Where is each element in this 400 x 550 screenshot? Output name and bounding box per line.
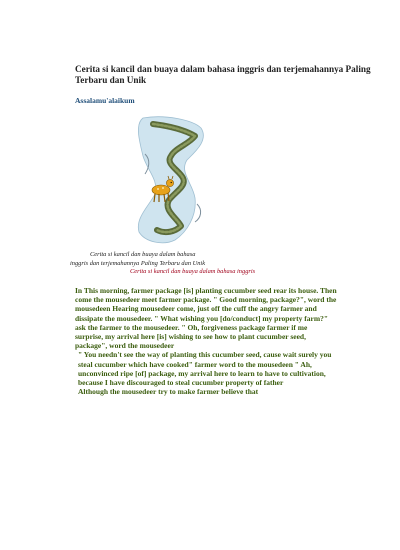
- story-paragraph-3: Although the mousedeer try to make farmer believe that: [78, 387, 259, 397]
- kancil-crocodile-illustration: [135, 114, 215, 246]
- caption-line-1: Cerita si kancil dan buaya dalam bahasa: [90, 251, 196, 258]
- caption-line-2: inggris dan terjemahannya Paling Terbaru dan Unik: [70, 259, 206, 267]
- image-caption: [70, 251, 330, 277]
- greeting-text: Assalamu'alaikum: [75, 96, 135, 105]
- story-body: [75, 286, 337, 396]
- story-paragraph-2: " You needn't see the way of planting this cucumber seed, cause wait surely you steal cucumber which have cooked" farmer word to the mousedeen " Ah, unconvinced ripe [of] package, my arrival here to learn to have to cultivation, because I have discouraged to steal cucumber property of father: [78, 350, 332, 388]
- story-paragraph-1: In This morning, farmer package [is] planting cucumber seed rear its house. Then come the mousedeer meet farmer package. " Good morning, package?", word the mousedeen Hearing mousedeer come, just off the cuff the angry farmer and dissipate the mousedeer. " What wishing you [do/conduct] my property farm?" ask the farmer to the mousedeer. " Oh, forgiveness package farmer if me surprise, my arrival here [is] wishing to see how to plant cucumber seed, package", word the mousedeer: [75, 286, 337, 351]
- caption-line-3: Cerita si kancil dan buaya dalam bahasa inggris: [130, 268, 256, 276]
- page-title: Cerita si kancil dan buaya dalam bahasa inggris dan terjemahannya Paling Terbaru dan Unik: [75, 64, 371, 85]
